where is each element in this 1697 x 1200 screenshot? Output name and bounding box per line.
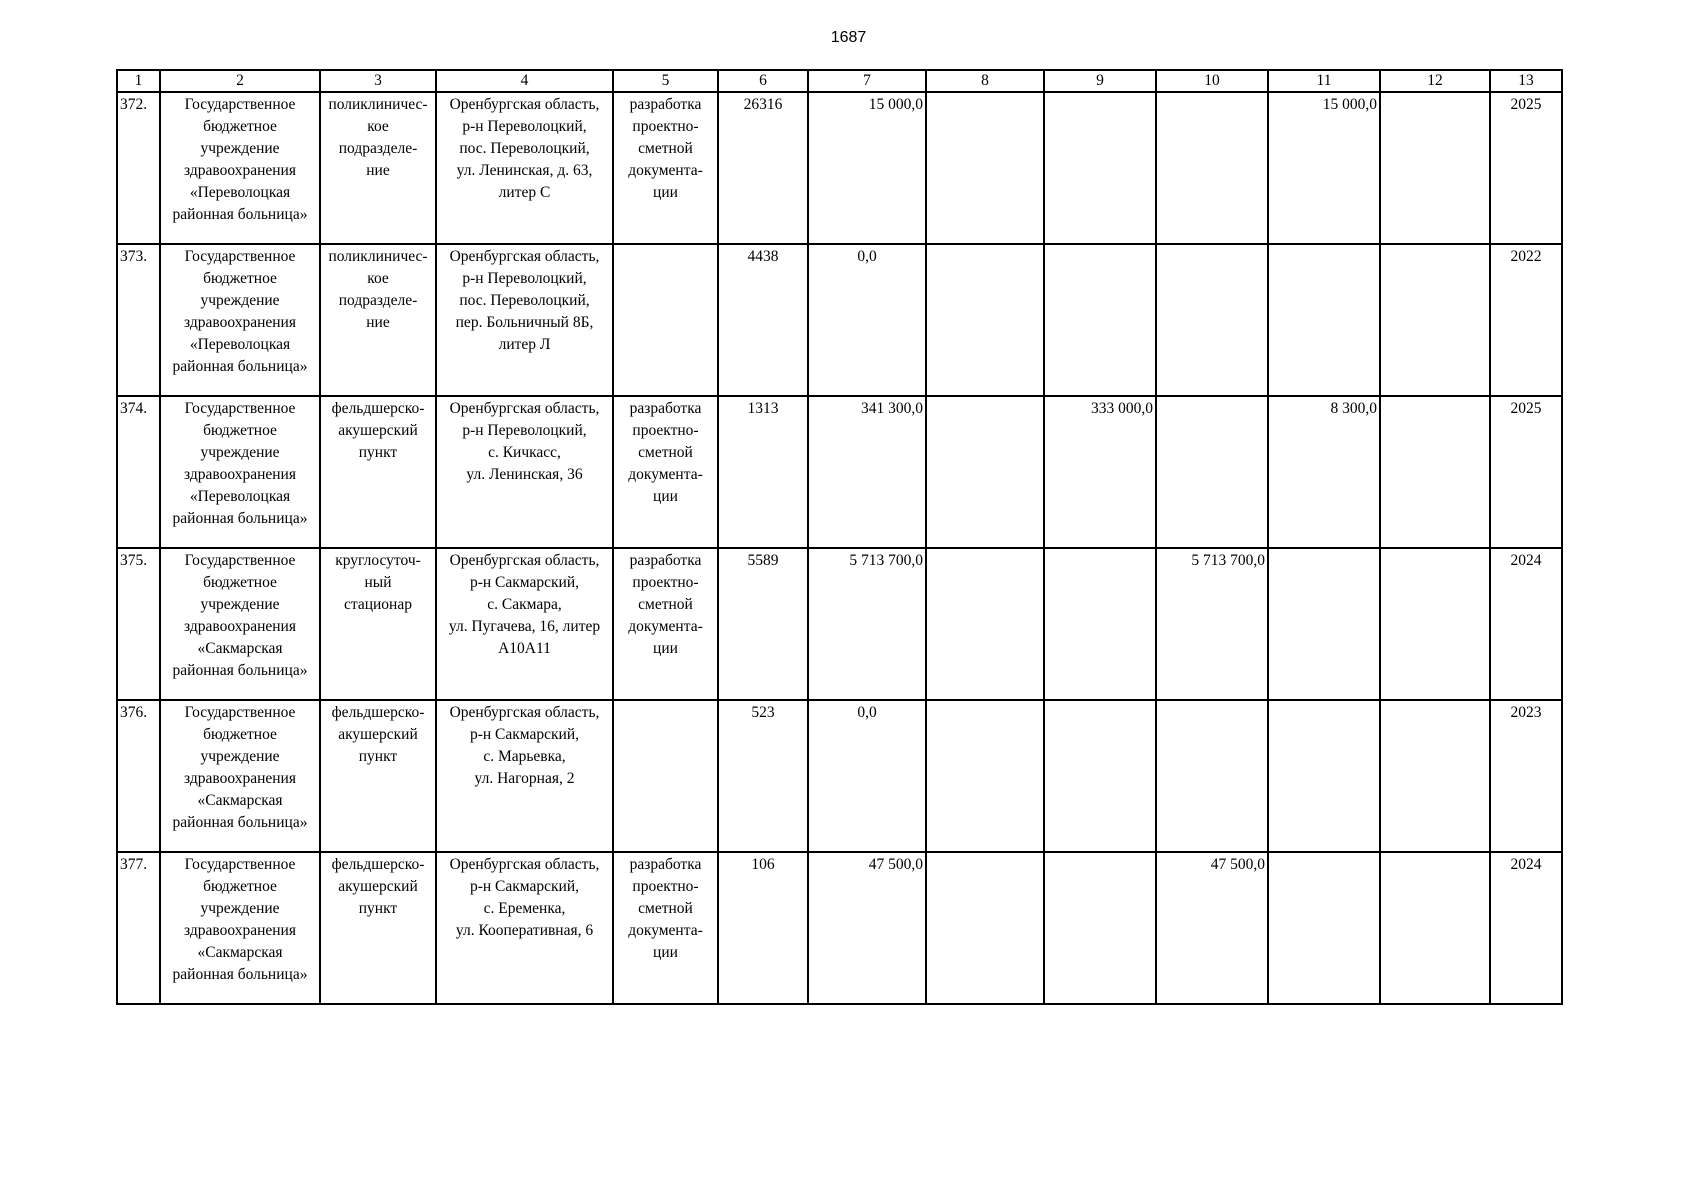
- column-10-cell: [1156, 92, 1268, 244]
- column-12-cell: [1380, 396, 1490, 548]
- year-cell: 2025: [1490, 92, 1562, 244]
- column-header: 3: [320, 70, 436, 92]
- column-7-cell: 341 300,0: [808, 396, 926, 548]
- column-11-cell: [1268, 852, 1380, 1004]
- facility-type-cell: фельдшерско- акушерский пункт: [320, 700, 436, 852]
- column-header: 2: [160, 70, 320, 92]
- column-11-cell: 8 300,0: [1268, 396, 1380, 548]
- work-type-cell: [613, 244, 718, 396]
- column-7-cell: 15 000,0: [808, 92, 926, 244]
- column-header: 6: [718, 70, 808, 92]
- column-8-cell: [926, 244, 1044, 396]
- institution-cell: Государственное бюджетное учреждение здравоохранения «Переволоцкая районная больница»: [160, 396, 320, 548]
- work-type-cell: разработка проектно- сметной документа- ции: [613, 548, 718, 700]
- row-number-cell: 372.: [117, 92, 160, 244]
- column-7-cell: 0,0: [808, 700, 926, 852]
- column-11-cell: 15 000,0: [1268, 92, 1380, 244]
- facility-type-cell: поликлиничес- кое подразделе- ние: [320, 244, 436, 396]
- column-12-cell: [1380, 700, 1490, 852]
- institution-cell: Государственное бюджетное учреждение здравоохранения «Сакмарская районная больница»: [160, 700, 320, 852]
- year-cell: 2022: [1490, 244, 1562, 396]
- row-number-cell: 376.: [117, 700, 160, 852]
- column-9-cell: [1044, 852, 1156, 1004]
- page-number: 1687: [830, 29, 867, 46]
- column-6-cell: 1313: [718, 396, 808, 548]
- column-8-cell: [926, 852, 1044, 1004]
- column-9-cell: [1044, 548, 1156, 700]
- column-10-cell: 5 713 700,0: [1156, 548, 1268, 700]
- row-number-cell: 377.: [117, 852, 160, 1004]
- column-6-cell: 106: [718, 852, 808, 1004]
- column-header: 9: [1044, 70, 1156, 92]
- column-6-cell: 26316: [718, 92, 808, 244]
- row-number-cell: 374.: [117, 396, 160, 548]
- column-11-cell: [1268, 244, 1380, 396]
- address-cell: Оренбургская область, р-н Переволоцкий, пос. Переволоцкий, ул. Ленинская, д. 63, литер С: [436, 92, 613, 244]
- address-cell: Оренбургская область, р-н Сакмарский, с. Марьевка, ул. Нагорная, 2: [436, 700, 613, 852]
- column-number-header-row: [117, 70, 1562, 92]
- address-cell: Оренбургская область, р-н Переволоцкий, пос. Переволоцкий, пер. Больничный 8Б, литер Л: [436, 244, 613, 396]
- work-type-cell: разработка проектно- сметной документа- ции: [613, 396, 718, 548]
- column-8-cell: [926, 548, 1044, 700]
- work-type-cell: разработка проектно- сметной документа- ции: [613, 852, 718, 1004]
- column-12-cell: [1380, 852, 1490, 1004]
- column-11-cell: [1268, 700, 1380, 852]
- year-cell: 2025: [1490, 396, 1562, 548]
- institution-cell: Государственное бюджетное учреждение здравоохранения «Переволоцкая районная больница»: [160, 244, 320, 396]
- column-header: 8: [926, 70, 1044, 92]
- facility-type-cell: круглосуточ- ный стационар: [320, 548, 436, 700]
- column-header: 1: [117, 70, 160, 92]
- table-row: [117, 396, 1562, 548]
- column-6-cell: 4438: [718, 244, 808, 396]
- address-cell: Оренбургская область, р-н Переволоцкий, с. Кичкасс, ул. Ленинская, 36: [436, 396, 613, 548]
- column-header: 5: [613, 70, 718, 92]
- work-type-cell: [613, 700, 718, 852]
- column-header: 4: [436, 70, 613, 92]
- column-9-cell: [1044, 92, 1156, 244]
- table-row: [117, 244, 1562, 396]
- facility-type-cell: фельдшерско- акушерский пункт: [320, 852, 436, 1004]
- column-7-cell: 0,0: [808, 244, 926, 396]
- table-row: [117, 92, 1562, 244]
- column-10-cell: [1156, 700, 1268, 852]
- institution-cell: Государственное бюджетное учреждение здравоохранения «Переволоцкая районная больница»: [160, 92, 320, 244]
- work-type-cell: разработка проектно- сметной документа- ции: [613, 92, 718, 244]
- column-header: 10: [1156, 70, 1268, 92]
- facility-type-cell: поликлиничес- кое подразделе- ние: [320, 92, 436, 244]
- year-cell: 2023: [1490, 700, 1562, 852]
- column-6-cell: 523: [718, 700, 808, 852]
- column-8-cell: [926, 92, 1044, 244]
- column-10-cell: 47 500,0: [1156, 852, 1268, 1004]
- row-number-cell: 373.: [117, 244, 160, 396]
- year-cell: 2024: [1490, 548, 1562, 700]
- data-table: [116, 69, 1563, 1005]
- column-8-cell: [926, 700, 1044, 852]
- table-row: [117, 700, 1562, 852]
- column-header: 7: [808, 70, 926, 92]
- table-row: [117, 548, 1562, 700]
- address-cell: Оренбургская область, р-н Сакмарский, с. Еременка, ул. Кооперативная, 6: [436, 852, 613, 1004]
- column-header: 11: [1268, 70, 1380, 92]
- address-cell: Оренбургская область, р-н Сакмарский, с. Сакмара, ул. Пугачева, 16, литер А10А11: [436, 548, 613, 700]
- column-11-cell: [1268, 548, 1380, 700]
- column-10-cell: [1156, 244, 1268, 396]
- facility-type-cell: фельдшерско- акушерский пункт: [320, 396, 436, 548]
- column-9-cell: 333 000,0: [1044, 396, 1156, 548]
- year-cell: 2024: [1490, 852, 1562, 1004]
- column-9-cell: [1044, 244, 1156, 396]
- column-12-cell: [1380, 92, 1490, 244]
- institution-cell: Государственное бюджетное учреждение здравоохранения «Сакмарская районная больница»: [160, 548, 320, 700]
- column-12-cell: [1380, 548, 1490, 700]
- table-row: [117, 852, 1562, 1004]
- column-header: 12: [1380, 70, 1490, 92]
- column-10-cell: [1156, 396, 1268, 548]
- column-6-cell: 5589: [718, 548, 808, 700]
- column-9-cell: [1044, 700, 1156, 852]
- column-7-cell: 47 500,0: [808, 852, 926, 1004]
- column-8-cell: [926, 396, 1044, 548]
- row-number-cell: 375.: [117, 548, 160, 700]
- column-7-cell: 5 713 700,0: [808, 548, 926, 700]
- column-header: 13: [1490, 70, 1562, 92]
- institution-cell: Государственное бюджетное учреждение здравоохранения «Сакмарская районная больница»: [160, 852, 320, 1004]
- column-12-cell: [1380, 244, 1490, 396]
